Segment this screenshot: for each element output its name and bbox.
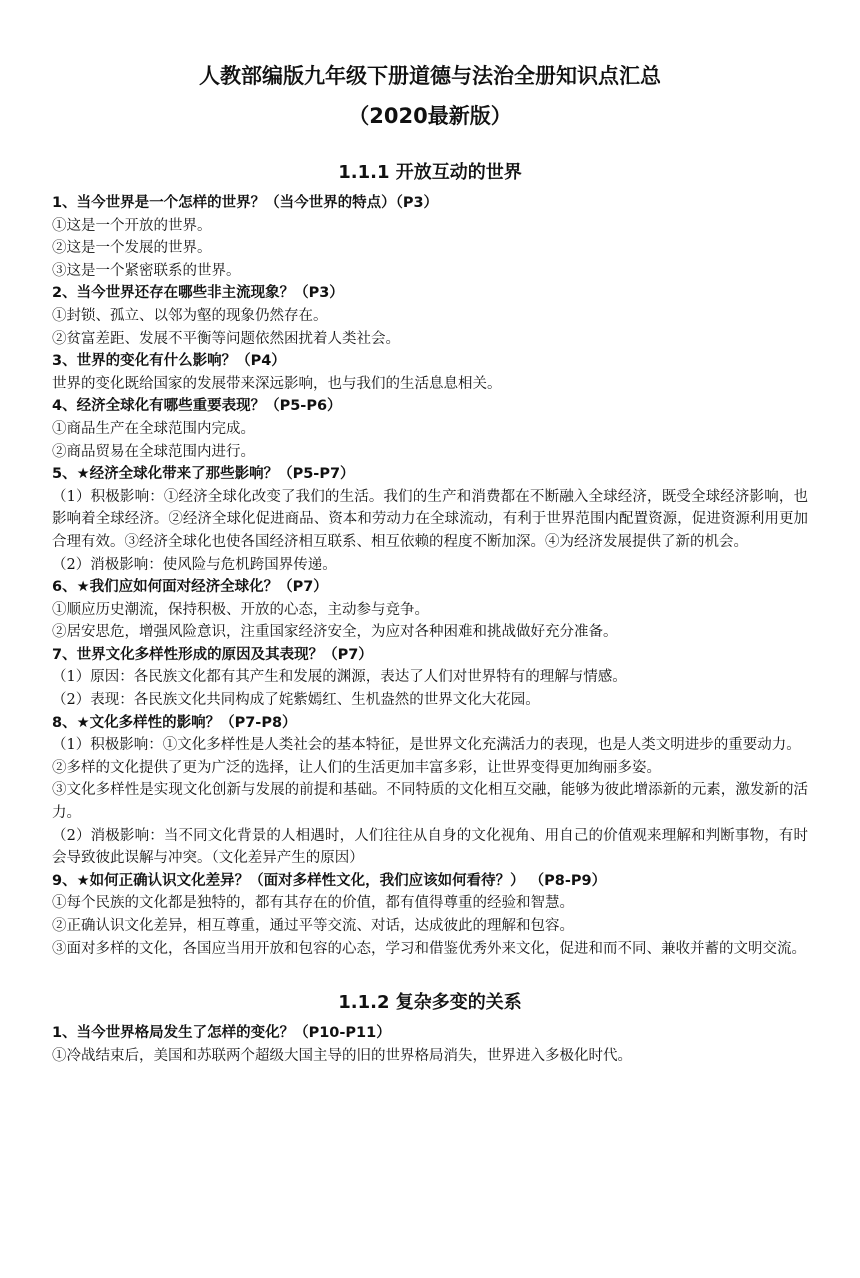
answer-line: ②这是一个发展的世界。 — [52, 240, 212, 257]
document-body — [52, 160, 808, 1067]
question-heading: 4、经济全球化有哪些重要表现？（P5-P6） — [52, 398, 342, 415]
answer-line: （1）积极影响：①经济全球化改变了我们的生活。我们的生产和消费都在不断融入全球经济，既受全球经济影响，也影响着全球经济。②经济全球化促进商品、资本和劳动力在全球流动，有利于世界范围内配置资源，促进资源利用更加合理有效。③经济全球化也使各国经济相互联系、相互依赖的程度不断加深。④为经济发展提供了新的机会。 — [52, 488, 808, 550]
answer-line: ②贫富差距、发展不平衡等问题依然困扰着人类社会。 — [52, 330, 400, 347]
section-heading: 1.1.1 开放互动的世界 — [338, 162, 522, 183]
question-heading: 8、★文化多样性的影响？（P7-P8） — [52, 714, 297, 731]
answer-line: ①顺应历史潮流，保持积极、开放的心态，主动参与竞争。 — [52, 601, 429, 618]
question-heading: 6、★我们应如何面对经济全球化？（P7） — [52, 579, 328, 596]
question-heading: 1、当今世界格局发生了怎样的变化？（P10-P11） — [52, 1025, 391, 1042]
answer-line: （2）表现：各民族文化共同构成了姹紫嫣红、生机盎然的世界文化大花园。 — [52, 692, 540, 709]
question-heading: 7、世界文化多样性形成的原因及其表现？（P7） — [52, 646, 373, 663]
answer-line: ③面对多样的文化，各国应当用开放和包容的心态，学习和借鉴优秀外来文化，促进和而不同、兼收并蓄的文明交流。 — [52, 940, 806, 957]
answer-line: 世界的变化既给国家的发展带来深远影响，也与我们的生活息息相关。 — [52, 375, 502, 392]
answer-line: （2）消极影响：使风险与危机跨国界传递。 — [52, 556, 337, 573]
question-heading: 2、当今世界还存在哪些非主流现象？（P3） — [52, 285, 344, 302]
question-heading: 9、★如何正确认识文化差异？（面对多样性文化，我们应该如何看待？） （P8-P9） — [52, 872, 607, 889]
document-title: 人教部编版九年级下册道德与法治全册知识点汇总 — [199, 64, 661, 88]
answer-line: ①商品生产在全球范围内完成。 — [52, 420, 255, 437]
answer-line: ①每个民族的文化都是独特的，都有其存在的价值，都有值得尊重的经验和智慧。 — [52, 895, 574, 912]
answer-line: （1）积极影响：①文化多样性是人类社会的基本特征，是世界文化充满活力的表现，也是人类文明进步的重要动力。 — [52, 737, 801, 754]
document-page — [0, 62, 860, 1278]
answer-line: ②多样的文化提供了更为广泛的选择，让人们的生活更加丰富多彩，让世界变得更加绚丽多姿。 — [52, 759, 661, 776]
section-heading: 1.1.2 复杂多变的关系 — [338, 992, 522, 1014]
answer-line: （2）消极影响：当不同文化背景的人相遇时，人们往往从自身的文化视角、用自己的价值观来理解和判断事物，有时会导致彼此误解与冲突。（文化差异产生的原因） — [52, 827, 808, 867]
answer-line: ②居安思危，增强风险意识，注重国家经济安全，为应对各种困难和挑战做好充分准备。 — [52, 624, 618, 641]
answer-line: （1）原因：各民族文化都有其产生和发展的渊源，表达了人们对世界特有的理解与情感。 — [52, 669, 627, 686]
answer-line: ③文化多样性是实现文化创新与发展的前提和基础。不同特质的文化相互交融，能够为彼此增添新的元素，激发新的活力。 — [52, 782, 808, 822]
question-heading: 5、★经济全球化带来了那些影响？（P5-P7） — [52, 466, 355, 483]
answer-line: ②正确认识文化差异，相互尊重，通过平等交流、对话，达成彼此的理解和包容。 — [52, 918, 574, 934]
answer-line: ②商品贸易在全球范围内进行。 — [52, 443, 255, 460]
question-heading: 1、当今世界是一个怎样的世界？（当今世界的特点）（P3） — [52, 195, 439, 211]
question-heading: 3、世界的变化有什么影响？（P4） — [52, 353, 286, 370]
answer-line: ①封锁、孤立、以邻为壑的现象仍然存在。 — [52, 307, 328, 324]
answer-line: ①这是一个开放的世界。 — [52, 217, 212, 234]
document-subtitle: （2020最新版） — [348, 104, 512, 128]
answer-line: ①冷战结束后，美国和苏联两个超级大国主导的旧的世界格局消失，世界进入多极化时代。 — [52, 1047, 632, 1064]
answer-line: ③这是一个紧密联系的世界。 — [52, 262, 241, 279]
